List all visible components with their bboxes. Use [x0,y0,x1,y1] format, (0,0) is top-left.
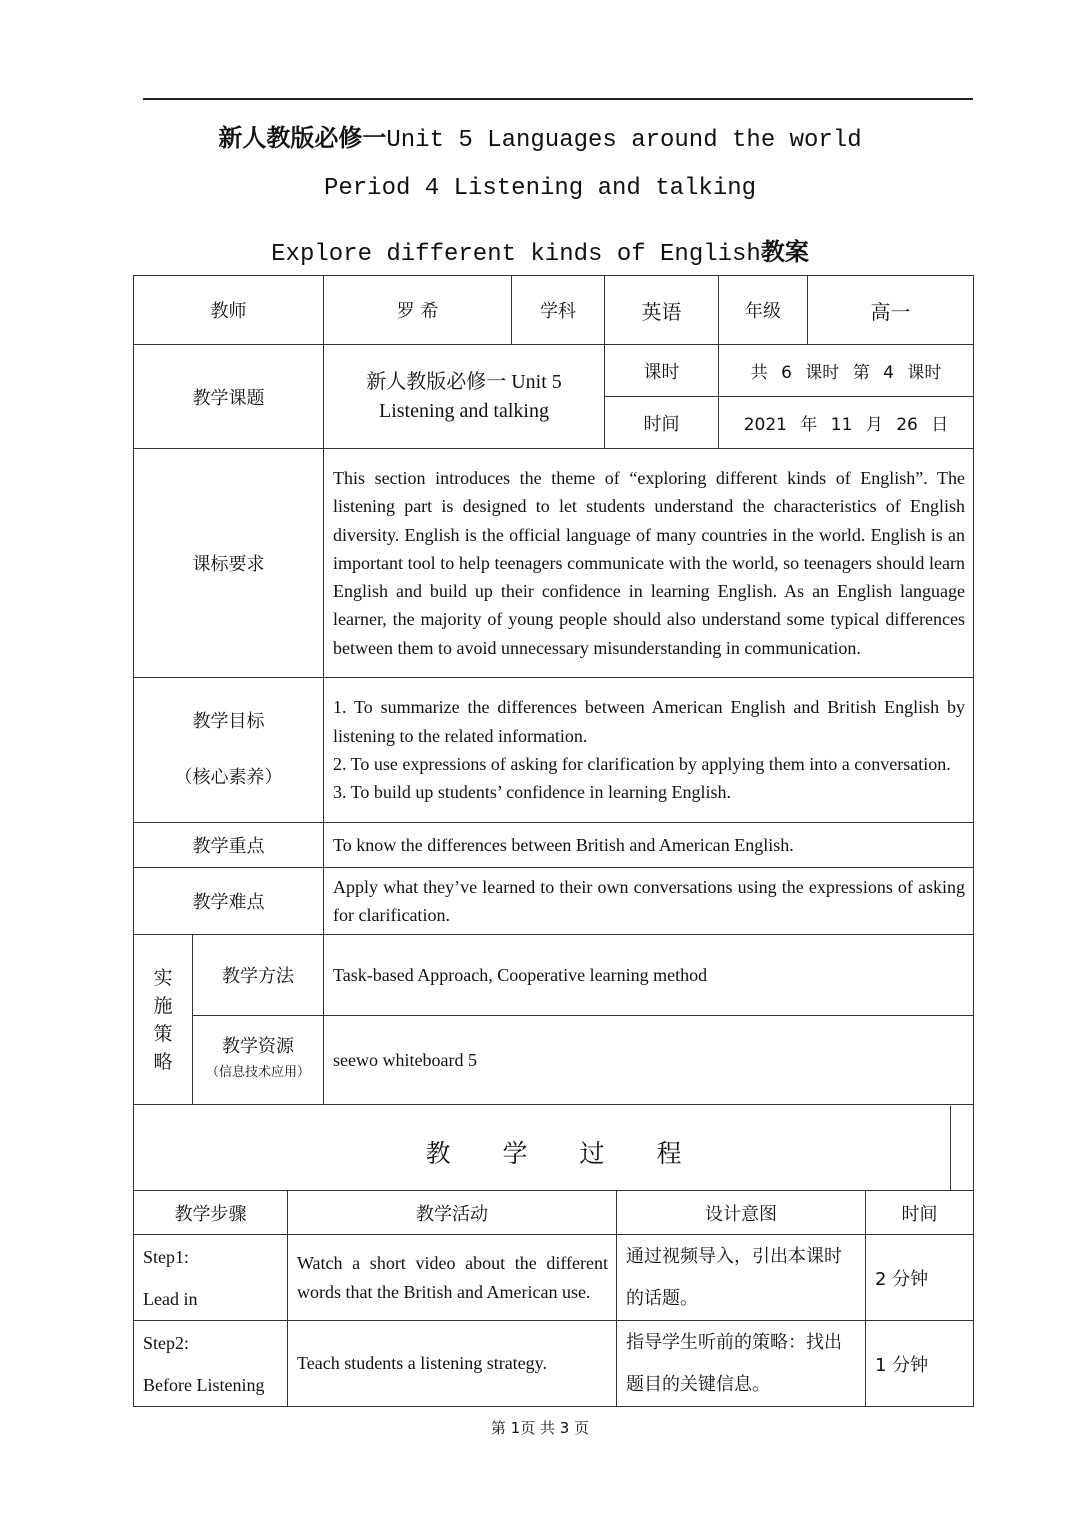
key-label: 教学重点 [134,823,324,868]
step-number: Step2: [143,1332,190,1353]
header-intent: 设计意图 [617,1191,866,1235]
topic-value [324,345,605,449]
time-cell: 2 分钟 [866,1235,974,1321]
title-line-2: Period 4 Listening and talking [323,175,757,202]
step-name: Lead in [143,1288,198,1309]
teacher-label: 教师 [134,276,324,345]
resource-sublabel: （信息技术应用） [205,1065,310,1080]
grade-label: 年级 [719,276,808,345]
step-number: Step1: [143,1246,190,1267]
activity-cell: Teach students a listening strategy. [288,1321,617,1407]
objectives-sublabel: （核心素养） [174,767,283,788]
title-subtitle: Explore different kinds of English [271,241,761,268]
lesson-info-table [133,275,974,1190]
objective-item: 1. To summarize the differences between American English and British English by listening to the related information. [333,697,965,746]
resource-text: seewo whiteboard 5 [324,1016,974,1105]
table-row [134,1321,974,1407]
objectives-label-cell [134,678,324,823]
time-value: 2021 年 11 月 26 日 [719,397,974,449]
teacher-value: 罗 希 [324,276,512,345]
subject-value: 英语 [605,276,719,345]
title-suffix: 教案 [760,238,809,266]
title-line-3 [0,232,1080,268]
header-activity: 教学活动 [288,1191,617,1235]
step-name: Before Listening [143,1374,265,1395]
title-line-1 [0,118,1080,154]
period-label: 课时 [605,345,719,397]
process-table [133,1190,974,1407]
table-row [134,1235,974,1321]
topic-value-line-1: 新人教版必修一 Unit 5 [366,370,562,393]
objectives-list [324,678,974,823]
title-en: Unit 5 Languages around the world [386,127,862,154]
method-label: 教学方法 [193,935,324,1016]
standard-label: 课标要求 [134,449,324,678]
topic-value-line-2: Listening and talking [379,399,549,422]
difficulty-text: Apply what they’ve learned to their own conversations using the expressions of asking for clarification. [324,868,974,935]
activity-cell: Watch a short video about the different words that the British and American use. [288,1235,617,1321]
grade-value: 高一 [808,276,974,345]
objective-item: 3. To build up students’ confidence in learning English. [333,782,732,803]
topic-label: 教学课题 [134,345,324,449]
objectives-label: 教学目标 [192,711,265,732]
time-cell: 1 分钟 [866,1321,974,1407]
process-title: 教 学 过 程 [134,1105,974,1190]
header-rule [143,98,973,100]
header-step: 教学步骤 [134,1191,288,1235]
strategy-label: 实施策略 [134,935,193,1105]
key-text: To know the differences between British and American English. [324,823,974,868]
page-footer: 第 1页 共 3 页 [490,1419,590,1437]
time-label: 时间 [605,397,719,449]
step-cell [134,1235,288,1321]
intent-cell: 通过视频导入，引出本课时的话题。 [617,1235,866,1321]
resource-label-cell [193,1016,324,1105]
objective-item: 2. To use expressions of asking for clarification by applying them into a conversation. [333,754,951,774]
standard-text: This section introduces the theme of “exploring different kinds of English”. The listening part is designed to let students understand the characteristics of English diversity. English is the official language of many countries in the world. English is an important tool to help teenagers communicate with the world, so teenagers should learn English and build up their confidence in learning English. As an English language learner, the majority of young people should also understand some typical differences between them to avoid unnecessary misunderstanding in communication. [324,449,974,678]
resource-label: 教学资源 [222,1036,294,1057]
step-cell [134,1321,288,1407]
period-value: 共 6 课时 第 4 课时 [719,345,974,397]
subject-label: 学科 [512,276,605,345]
title-cn: 新人教版必修一 [218,124,387,152]
title-row-divider [950,1106,951,1190]
header-time: 时间 [866,1191,974,1235]
intent-cell: 指导学生听前的策略：找出题目的关键信息。 [617,1321,866,1407]
difficulty-label: 教学难点 [134,868,324,935]
method-text: Task-based Approach, Cooperative learning method [324,935,974,1016]
